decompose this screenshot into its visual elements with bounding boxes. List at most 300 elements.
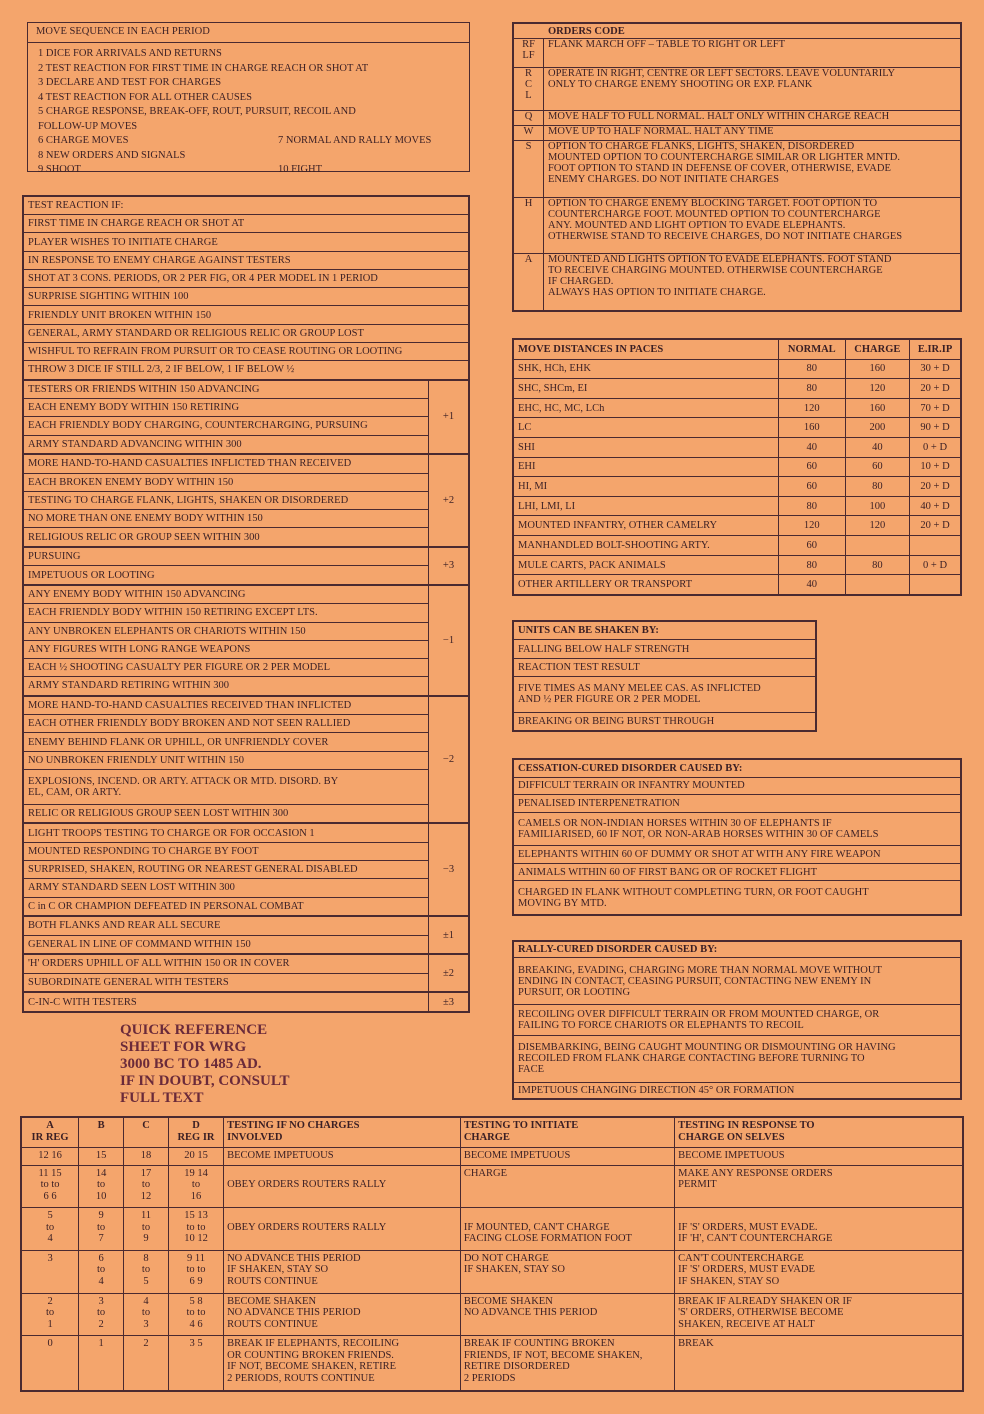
reaction-factor: ANY UNBROKEN ELEPHANTS OR CHARIOTS WITHIN 150 xyxy=(24,622,429,640)
reaction-factor: PURSUING xyxy=(24,547,429,566)
result-no_charge: BREAK IF ELEPHANTS, RECOILING OR COUNTING BROKEN FRIENDS. IF NOT, BECOME SHAKEN, RETIRE 2 PERIODS, ROUTS CONTINUE xyxy=(224,1336,461,1391)
move-sequence-row-9-10 xyxy=(28,163,469,178)
reaction-factor: MORE HAND-TO-HAND CASUALTIES RECEIVED THAN INFLICTED xyxy=(24,696,429,715)
troop-type: SHC, SHCm, EI xyxy=(514,379,779,399)
reaction-factor: MORE HAND-TO-HAND CASUALTIES INFLICTED THAN RECEIVED xyxy=(24,454,429,473)
reaction-factor: EACH ENEMY BODY WITHIN 150 RETIRING xyxy=(24,399,429,417)
result-d: 20 15 xyxy=(168,1148,223,1166)
reaction-factor: LIGHT TROOPS TESTING TO CHARGE OR FOR OCCASION 1 xyxy=(24,823,429,842)
cessation-item: ANIMALS WITHIN 60 OF FIRST BANG OR OF ROCKET FLIGHT xyxy=(514,863,961,881)
table-row xyxy=(24,861,469,879)
cessation-table xyxy=(513,759,961,915)
table-row xyxy=(22,1165,963,1208)
troop-type: EHC, HC, MC, LCh xyxy=(514,398,779,418)
distance-value: 160 xyxy=(779,418,846,438)
reaction-factor: RELIGIOUS RELIC OR GROUP SEEN WITHIN 300 xyxy=(24,528,429,547)
distance-value: 20 + D xyxy=(910,379,961,399)
table-row xyxy=(24,677,469,696)
table-row xyxy=(24,842,469,860)
column-header: NORMAL xyxy=(779,340,846,360)
move-step: 4 TEST REACTION FOR ALL OTHER CAUSES xyxy=(38,91,252,103)
modifier-value: +1 xyxy=(429,380,469,454)
table-row xyxy=(514,760,961,778)
move-sequence-list xyxy=(28,43,469,134)
distance-value: 160 xyxy=(845,359,910,379)
reaction-cause: SURPRISE SIGHTING WITHIN 100 xyxy=(24,288,469,306)
move-step: 2 TEST REACTION FOR FIRST TIME IN CHARGE REACH OR SHOT AT xyxy=(38,62,369,74)
result-header-b: B xyxy=(79,1118,124,1148)
orders-code-table xyxy=(513,23,961,311)
modifier-value: ±3 xyxy=(429,992,469,1011)
cessation-item: ELEPHANTS WITHIN 60 OF DUMMY OR SHOT AT WITH ANY FIRE WEAPON xyxy=(514,846,961,864)
table-row xyxy=(24,510,469,528)
reaction-factor: GENERAL IN LINE OF COMMAND WITHIN 150 xyxy=(24,935,429,954)
reaction-factor: C-IN-C WITH TESTERS xyxy=(24,992,429,1011)
modifier-value: −2 xyxy=(429,696,469,824)
distance-value: 80 xyxy=(779,359,846,379)
move-step-7: 7 NORMAL AND RALLY MOVES xyxy=(278,135,432,146)
reaction-factor: C in C OR CHAMPION DEFEATED IN PERSONAL COMBAT xyxy=(24,897,429,916)
result-a: 11 15 to to 6 6 xyxy=(22,1165,79,1208)
table-row xyxy=(24,804,469,823)
table-row xyxy=(24,769,469,804)
result-response: BECOME IMPETUOUS xyxy=(675,1148,963,1166)
table-row xyxy=(514,496,961,516)
table-row xyxy=(24,454,469,473)
table-row xyxy=(514,418,961,438)
table-row xyxy=(24,658,469,676)
table-row xyxy=(514,1082,961,1098)
table-row xyxy=(24,417,469,435)
reaction-factor: EACH FRIENDLY BODY CHARGING, COUNTERCHARGING, PURSUING xyxy=(24,417,429,435)
reaction-factor: TESTING TO CHARGE FLANK, LIGHTS, SHAKEN OR DISORDERED xyxy=(24,491,429,509)
table-row xyxy=(514,863,961,881)
reaction-cause: IN RESPONSE TO ENEMY CHARGE AGAINST TESTERS xyxy=(24,251,469,269)
distance-value: 60 xyxy=(845,457,910,477)
cessation-item: DIFFICULT TERRAIN OR INFANTRY MOUNTED xyxy=(514,777,961,795)
table-row xyxy=(514,881,961,915)
table-row xyxy=(514,141,961,198)
result-header-a: A IR REG xyxy=(22,1118,79,1148)
result-b: 1 xyxy=(79,1336,124,1391)
distance-value xyxy=(845,536,910,556)
move-step-8: 8 NEW ORDERS AND SIGNALS xyxy=(38,149,186,161)
cessation-item: CHARGED IN FLANK WITHOUT COMPLETING TURN, OR FOOT CAUGHT MOVING BY MTD. xyxy=(514,881,961,915)
table-row xyxy=(514,846,961,864)
table-row xyxy=(24,715,469,733)
reaction-factor: MOUNTED RESPONDING TO CHARGE BY FOOT xyxy=(24,842,429,860)
result-a: 2 to 1 xyxy=(22,1293,79,1336)
distance-value xyxy=(910,536,961,556)
troop-type: SHK, HCh, EHK xyxy=(514,359,779,379)
reaction-cause: PLAYER WISHES TO INITIATE CHARGE xyxy=(24,233,469,251)
reaction-factor: TESTERS OR FRIENDS WITHIN 150 ADVANCING xyxy=(24,380,429,399)
table-row xyxy=(24,288,469,306)
table-row xyxy=(24,604,469,622)
move-step: 3 DECLARE AND TEST FOR CHARGES xyxy=(38,77,222,88)
table-row xyxy=(24,640,469,658)
result-d: 9 11 to to 6 9 xyxy=(168,1250,223,1293)
table-row xyxy=(24,435,469,454)
modifier-value: +3 xyxy=(429,547,469,585)
modifier-value: −3 xyxy=(429,823,469,916)
move-step: 5 CHARGE RESPONSE, BREAK-OFF, ROUT, PURSUIT, RECOIL AND xyxy=(38,106,356,117)
table-row xyxy=(24,215,469,233)
shaken-item: FALLING BELOW HALF STRENGTH xyxy=(514,640,816,658)
troop-type: EHI xyxy=(514,457,779,477)
order-description: MOUNTED AND LIGHTS OPTION TO EVADE ELEPHANTS. FOOT STAND TO RECEIVE CHARGING MOUNTED. OTHERWISE COUNTERCHARGE IF CHARGED. ALWAYS HAS OPTION TO INITIATE CHARGE. xyxy=(544,254,961,311)
distance-value: 120 xyxy=(845,516,910,536)
result-no_charge: NO ADVANCE THIS PERIOD IF SHAKEN, STAY SO ROUTS CONTINUE xyxy=(224,1250,461,1293)
modifier-value: −1 xyxy=(429,585,469,696)
column-header: CHARGE xyxy=(845,340,910,360)
result-initiate: BECOME IMPETUOUS xyxy=(460,1148,674,1166)
table-row xyxy=(24,269,469,287)
shaken-item: BREAKING OR BEING BURST THROUGH xyxy=(514,712,816,730)
distance-value: 20 + D xyxy=(910,477,961,497)
result-header-response: TESTING IN RESPONSE TO CHARGE ON SELVES xyxy=(675,1118,963,1148)
table-row xyxy=(514,398,961,418)
table-row xyxy=(514,457,961,477)
result-b: 9 to 7 xyxy=(79,1208,124,1251)
distance-value: 0 + D xyxy=(910,555,961,575)
table-row xyxy=(24,879,469,897)
table-row xyxy=(24,473,469,491)
column-header: MOVE DISTANCES IN PACES xyxy=(514,340,779,360)
troop-type: SHI xyxy=(514,438,779,458)
modifier-value: ±1 xyxy=(429,916,469,954)
table-row xyxy=(514,640,816,658)
table-row xyxy=(514,555,961,575)
table-row xyxy=(514,958,961,1004)
result-d: 19 14 to 16 xyxy=(168,1165,223,1208)
shaken-item: FIVE TIMES AS MANY MELEE CAS. AS INFLICTED AND ½ PER FIGURE OR 2 PER MODEL xyxy=(514,677,816,712)
table-row xyxy=(24,733,469,751)
reaction-cause: WISHFUL TO REFRAIN FROM PURSUIT OR TO CEASE ROUTING OR LOOTING xyxy=(24,342,469,360)
reaction-factor: 'H' ORDERS UPHILL OF ALL WITHIN 150 OR IN COVER xyxy=(24,954,429,973)
table-row xyxy=(514,477,961,497)
table-row xyxy=(514,677,816,712)
distance-value xyxy=(910,575,961,595)
order-description: OPERATE IN RIGHT, CENTRE OR LEFT SECTORS. LEAVE VOLUNTARILY ONLY TO CHARGE ENEMY SHOOTING OR EXP. FLANK xyxy=(544,68,961,111)
table-row xyxy=(24,973,469,992)
table-row xyxy=(24,491,469,509)
table-row xyxy=(514,379,961,399)
troop-type: OTHER ARTILLERY OR TRANSPORT xyxy=(514,575,779,595)
result-c: 11 to 9 xyxy=(124,1208,169,1251)
order-description: MOVE HALF TO FULL NORMAL. HALT ONLY WITHIN CHARGE REACH xyxy=(544,110,961,125)
table-row xyxy=(514,712,816,730)
quick-reference-title: QUICK REFERENCE SHEET FOR WRG 3000 BC TO 1485 AD. IF IN DOUBT, CONSULT FULL TEXT xyxy=(120,1022,290,1106)
table-row xyxy=(24,399,469,417)
result-d: 15 13 to to 10 12 xyxy=(168,1208,223,1251)
result-c: 18 xyxy=(124,1148,169,1166)
reaction-factor: SURPRISED, SHAKEN, ROUTING OR NEAREST GENERAL DISABLED xyxy=(24,861,429,879)
table-row xyxy=(22,1250,963,1293)
result-b: 15 xyxy=(79,1148,124,1166)
distance-value: 80 xyxy=(845,477,910,497)
cessation-item: PENALISED INTERPENETRATION xyxy=(514,795,961,813)
reaction-factor: EACH FRIENDLY BODY WITHIN 150 RETIRING EXCEPT LTS. xyxy=(24,604,429,622)
table-row xyxy=(514,359,961,379)
table-row xyxy=(514,197,961,254)
reaction-factor: EACH BROKEN ENEMY BODY WITHIN 150 xyxy=(24,473,429,491)
result-initiate: CHARGE xyxy=(460,1165,674,1208)
table-row xyxy=(514,254,961,311)
distance-value: 30 + D xyxy=(910,359,961,379)
result-c: 8 to 5 xyxy=(124,1250,169,1293)
table-row xyxy=(22,1208,963,1251)
rally-item: BREAKING, EVADING, CHARGING MORE THAN NORMAL MOVE WITHOUT ENDING IN CONTACT, CEASING PURSUIT, CONTACTING NEW ENEMY IN PURSUIT, OR LOOTING xyxy=(514,958,961,1004)
distance-value: 90 + D xyxy=(910,418,961,438)
reaction-factor: ENEMY BEHIND FLANK OR UPHILL, OR UNFRIENDLY COVER xyxy=(24,733,429,751)
reaction-factor: ARMY STANDARD SEEN LOST WITHIN 300 xyxy=(24,879,429,897)
distance-value: 200 xyxy=(845,418,910,438)
distance-value xyxy=(845,575,910,595)
result-b: 6 to 4 xyxy=(79,1250,124,1293)
distance-value: 40 xyxy=(845,438,910,458)
troop-type: MANHANDLED BOLT-SHOOTING ARTY. xyxy=(514,536,779,556)
order-code: H xyxy=(514,197,544,254)
reaction-factor: NO UNBROKEN FRIENDLY UNIT WITHIN 150 xyxy=(24,751,429,769)
result-header-d: D REG IR xyxy=(168,1118,223,1148)
cessation-box xyxy=(512,758,962,916)
table-row xyxy=(24,251,469,269)
move-step: 1 DICE FOR ARRIVALS AND RETURNS xyxy=(38,48,222,59)
result-initiate: DO NOT CHARGE IF SHAKEN, STAY SO xyxy=(460,1250,674,1293)
table-row xyxy=(514,1004,961,1035)
result-no_charge: OBEY ORDERS ROUTERS RALLY xyxy=(224,1208,461,1251)
order-description: OPTION TO CHARGE ENEMY BLOCKING TARGET. FOOT OPTION TO COUNTERCHARGE FOOT. MOUNTED OPTION TO COUNTERCHARGE ANY. MOUNTED AND LIGHT OPTION TO EVADE ELEPHANTS. OTHERWISE STAND TO RECEIVE CHARGES, DO NOT INITIATE CHARGES xyxy=(544,197,961,254)
order-code: A xyxy=(514,254,544,311)
distance-value: 80 xyxy=(845,555,910,575)
result-no_charge: OBEY ORDERS ROUTERS RALLY xyxy=(224,1165,461,1208)
result-header-c: C xyxy=(124,1118,169,1148)
table-row xyxy=(24,197,469,215)
move-sequence-title: MOVE SEQUENCE IN EACH PERIOD xyxy=(28,23,469,43)
table-row xyxy=(24,566,469,585)
table-row xyxy=(22,1293,963,1336)
reaction-factor: EACH ½ SHOOTING CASUALTY PER FIGURE OR 2 PER MODEL xyxy=(24,658,429,676)
troop-type: HI, MI xyxy=(514,477,779,497)
troop-type: LHI, LMI, LI xyxy=(514,496,779,516)
distance-value: 20 + D xyxy=(910,516,961,536)
order-code: R C L xyxy=(514,68,544,111)
reaction-cause: SHOT AT 3 CONS. PERIODS, OR 2 PER FIG, OR 4 PER MODEL IN 1 PERIOD xyxy=(24,269,469,287)
table-row xyxy=(514,622,816,640)
result-no_charge: BECOME SHAKEN NO ADVANCE THIS PERIOD ROUTS CONTINUE xyxy=(224,1293,461,1336)
result-b: 3 to 2 xyxy=(79,1293,124,1336)
table-row xyxy=(22,1336,963,1391)
rally-item: DISEMBARKING, BEING CAUGHT MOUNTING OR DISMOUNTING OR HAVING RECOILED FROM FLANK CHARGE CONTACTING BEFORE TURNING TO FACE xyxy=(514,1036,961,1082)
reaction-factor: NO MORE THAN ONE ENEMY BODY WITHIN 150 xyxy=(24,510,429,528)
distance-value: 70 + D xyxy=(910,398,961,418)
result-initiate: BECOME SHAKEN NO ADVANCE THIS PERIOD xyxy=(460,1293,674,1336)
table-row xyxy=(24,361,469,380)
table-row xyxy=(514,438,961,458)
table-row xyxy=(24,233,469,251)
distance-value: 120 xyxy=(779,516,846,536)
table-row xyxy=(24,935,469,954)
result-c: 2 xyxy=(124,1336,169,1391)
distance-value: 0 + D xyxy=(910,438,961,458)
move-distances-table xyxy=(513,339,961,595)
table-row xyxy=(24,897,469,916)
move-step-6: 6 CHARGE MOVES xyxy=(38,135,129,146)
reaction-cause: GENERAL, ARMY STANDARD OR RELIGIOUS RELIC OR GROUP LOST xyxy=(24,324,469,342)
distance-value: 120 xyxy=(845,379,910,399)
reaction-cause: FIRST TIME IN CHARGE REACH OR SHOT AT xyxy=(24,215,469,233)
table-row xyxy=(24,622,469,640)
move-distances-box xyxy=(512,338,962,596)
throw-dice-rule: THROW 3 DICE IF STILL 2/3, 2 IF BELOW, 1 IF BELOW ½ xyxy=(24,361,469,380)
table-row xyxy=(22,1148,963,1166)
result-no_charge: BECOME IMPETUOUS xyxy=(224,1148,461,1166)
table-row xyxy=(514,39,961,68)
test-reaction-table xyxy=(23,196,469,1012)
table-row xyxy=(514,110,961,125)
troop-type: LC xyxy=(514,418,779,438)
modifier-value: +2 xyxy=(429,454,469,547)
result-a: 0 xyxy=(22,1336,79,1391)
table-row xyxy=(514,795,961,813)
order-code: RF LF xyxy=(514,39,544,68)
result-initiate: BREAK IF COUNTING BROKEN FRIENDS, IF NOT, BECOME SHAKEN, RETIRE DISORDERED 2 PERIODS xyxy=(460,1336,674,1391)
move-sequence-row-6-7 xyxy=(28,134,469,149)
distance-value: 40 xyxy=(779,438,846,458)
result-d: 5 8 to to 4 6 xyxy=(168,1293,223,1336)
distance-value: 10 + D xyxy=(910,457,961,477)
reaction-factor: BOTH FLANKS AND REAR ALL SECURE xyxy=(24,916,429,935)
distance-value: 80 xyxy=(779,379,846,399)
reaction-factor: IMPETUOUS OR LOOTING xyxy=(24,566,429,585)
rally-title: RALLY-CURED DISORDER CAUSED BY: xyxy=(514,942,961,958)
results-box xyxy=(20,1116,964,1392)
shaken-table xyxy=(513,621,816,731)
table-row xyxy=(24,547,469,566)
distance-value: 60 xyxy=(779,457,846,477)
troop-type: MULE CARTS, PACK ANIMALS xyxy=(514,555,779,575)
order-description: MOVE UP TO HALF NORMAL. HALT ANY TIME xyxy=(544,125,961,140)
table-row xyxy=(514,658,816,676)
table-row xyxy=(24,528,469,547)
column-header: E.IR.IP xyxy=(910,340,961,360)
result-response: IF 'S' ORDERS, MUST EVADE. IF 'H', CAN'T COUNTERCHARGE xyxy=(675,1208,963,1251)
results-table xyxy=(21,1117,963,1391)
reaction-factor: ANY FIGURES WITH LONG RANGE WEAPONS xyxy=(24,640,429,658)
result-response: MAKE ANY RESPONSE ORDERS PERMIT xyxy=(675,1165,963,1208)
rally-table xyxy=(513,941,961,1099)
table-row xyxy=(514,68,961,111)
rally-box xyxy=(512,940,962,1100)
table-row xyxy=(24,823,469,842)
reaction-factor: ANY ENEMY BODY WITHIN 150 ADVANCING xyxy=(24,585,429,604)
table-row xyxy=(514,777,961,795)
result-c: 17 to 12 xyxy=(124,1165,169,1208)
table-row xyxy=(514,536,961,556)
distance-value: 80 xyxy=(779,555,846,575)
result-response: BREAK xyxy=(675,1336,963,1391)
test-reaction-title: TEST REACTION IF: xyxy=(24,197,469,215)
move-step: FOLLOW-UP MOVES xyxy=(38,120,138,132)
distance-value: 160 xyxy=(845,398,910,418)
table-row xyxy=(24,696,469,715)
table-row xyxy=(514,812,961,846)
table-row xyxy=(24,992,469,1011)
move-step-9: 9 SHOOT xyxy=(38,164,81,175)
shaken-box xyxy=(512,620,817,732)
table-row xyxy=(514,125,961,140)
table-row xyxy=(24,916,469,935)
reaction-factor: EACH OTHER FRIENDLY BODY BROKEN AND NOT SEEN RALLIED xyxy=(24,715,429,733)
table-row xyxy=(514,942,961,958)
distance-value: 40 xyxy=(779,575,846,595)
result-header-no_charge: TESTING IF NO CHARGES INVOLVED xyxy=(224,1118,461,1148)
orders-code-title: ORDERS CODE xyxy=(514,24,961,39)
distance-value: 100 xyxy=(845,496,910,516)
reaction-factor: RELIC OR RELIGIOUS GROUP SEEN LOST WITHIN 300 xyxy=(24,804,429,823)
table-row xyxy=(24,342,469,360)
reaction-factor: EXPLOSIONS, INCEND. OR ARTY. ATTACK OR MTD. DISORD. BY EL, CAM, OR ARTY. xyxy=(24,769,429,804)
table-row xyxy=(514,516,961,536)
table-row xyxy=(24,954,469,973)
distance-value: 60 xyxy=(779,477,846,497)
result-c: 4 to 3 xyxy=(124,1293,169,1336)
result-initiate: IF MOUNTED, CAN'T CHARGE FACING CLOSE FORMATION FOOT xyxy=(460,1208,674,1251)
distance-value: 80 xyxy=(779,496,846,516)
table-row xyxy=(24,751,469,769)
table-row xyxy=(514,575,961,595)
result-b: 14 to 10 xyxy=(79,1165,124,1208)
table-row xyxy=(22,1118,963,1148)
reaction-factor: ARMY STANDARD RETIRING WITHIN 300 xyxy=(24,677,429,696)
order-code: S xyxy=(514,141,544,198)
result-response: CAN'T COUNTERCHARGE IF 'S' ORDERS, MUST EVADE IF SHAKEN, STAY SO xyxy=(675,1250,963,1293)
troop-type: MOUNTED INFANTRY, OTHER CAMELRY xyxy=(514,516,779,536)
shaken-title: UNITS CAN BE SHAKEN BY: xyxy=(514,622,816,640)
result-response: BREAK IF ALREADY SHAKEN OR IF 'S' ORDERS, OTHERWISE BECOME SHAKEN, RECEIVE AT HALT xyxy=(675,1293,963,1336)
reaction-factor: ARMY STANDARD ADVANCING WITHIN 300 xyxy=(24,435,429,454)
result-d: 3 5 xyxy=(168,1336,223,1391)
table-row xyxy=(514,340,961,360)
table-row xyxy=(514,24,961,39)
rally-item: IMPETUOUS CHANGING DIRECTION 45° OR FORMATION xyxy=(514,1082,961,1098)
table-row xyxy=(24,306,469,324)
table-row xyxy=(24,380,469,399)
distance-value: 120 xyxy=(779,398,846,418)
move-sequence-box xyxy=(27,22,470,175)
cessation-item: CAMELS OR NON-INDIAN HORSES WITHIN 30 OF ELEPHANTS IF FAMILIARISED, 60 IF NOT, OR NON-ARAB HORSES WITHIN 30 OF CAMELS xyxy=(514,812,961,846)
orders-code-box xyxy=(512,22,962,312)
table-row xyxy=(514,1036,961,1082)
distance-value: 40 + D xyxy=(910,496,961,516)
order-description: FLANK MARCH OFF – TABLE TO RIGHT OR LEFT xyxy=(544,39,961,68)
move-step-10: 10 FIGHT xyxy=(278,164,323,175)
order-code: W xyxy=(514,125,544,140)
table-row xyxy=(24,585,469,604)
table-row xyxy=(24,324,469,342)
result-a: 12 16 xyxy=(22,1148,79,1166)
result-a: 5 to 4 xyxy=(22,1208,79,1251)
test-reaction-box xyxy=(22,195,470,1013)
result-header-initiate: TESTING TO INITIATE CHARGE xyxy=(460,1118,674,1148)
shaken-item: REACTION TEST RESULT xyxy=(514,658,816,676)
distance-value: 60 xyxy=(779,536,846,556)
order-description: OPTION TO CHARGE FLANKS, LIGHTS, SHAKEN, DISORDERED MOUNTED OPTION TO COUNTERCHARGE SIMILAR OR LIGHTER MNTD. FOOT OPTION TO STAND IN DEFENSE OF COVER, OTHERWISE, EVADE ENEMY CHARGES. DO NOT INITIATE CHARGES xyxy=(544,141,961,198)
cessation-title: CESSATION-CURED DISORDER CAUSED BY: xyxy=(514,760,961,778)
reaction-cause: FRIENDLY UNIT BROKEN WITHIN 150 xyxy=(24,306,469,324)
result-a: 3 xyxy=(22,1250,79,1293)
